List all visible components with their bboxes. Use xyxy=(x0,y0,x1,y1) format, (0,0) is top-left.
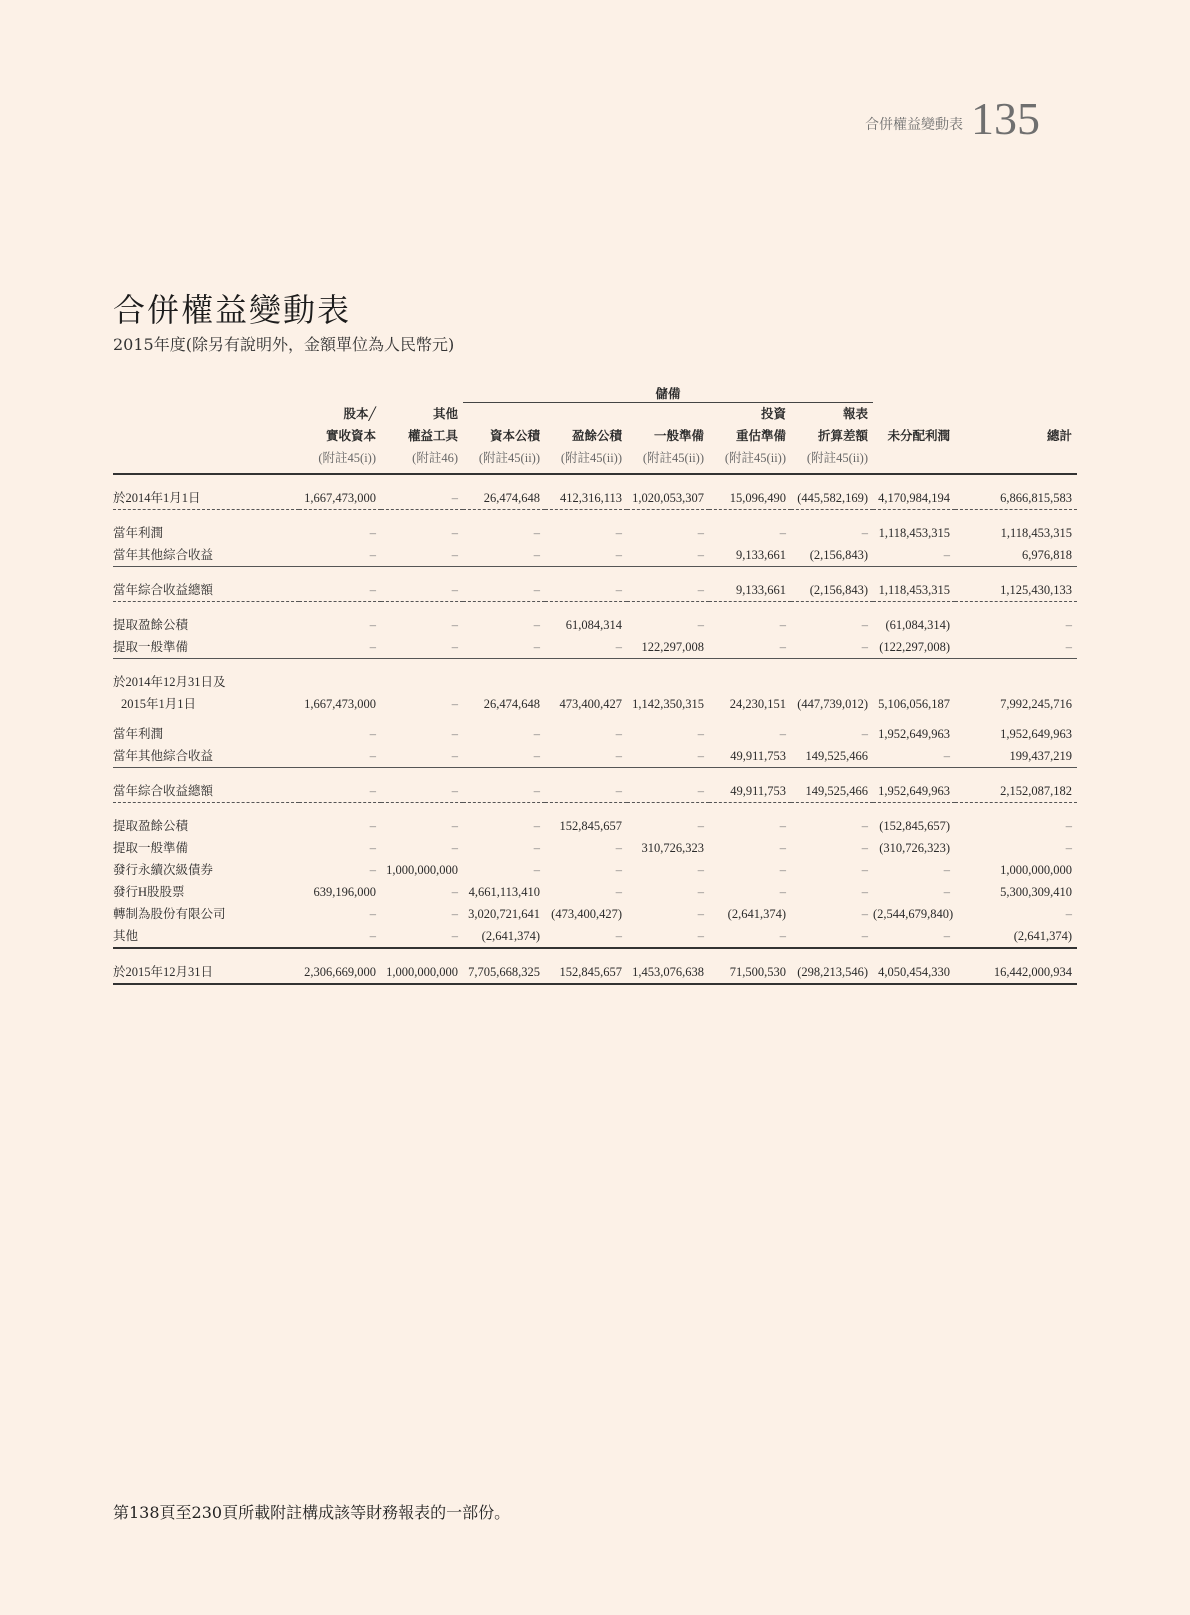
cell-value: – xyxy=(697,727,704,741)
cell-value: – xyxy=(627,544,709,567)
cell-value: (310,726,323) xyxy=(879,841,951,855)
cell-value: – xyxy=(545,636,627,659)
cell-value: – xyxy=(299,925,381,948)
row-label: 轉制為股份有限公司 xyxy=(113,907,226,921)
cell-value: 49,911,753 xyxy=(709,780,791,803)
cell-value: 24,230,151 xyxy=(729,697,786,711)
table-row xyxy=(113,745,1077,768)
table-row xyxy=(113,723,1077,745)
cell-value: 149,525,466 xyxy=(791,745,873,768)
cell-value: – xyxy=(861,841,869,855)
cell-value: – xyxy=(369,618,376,632)
column-header-line2: 資本公積 xyxy=(489,429,540,443)
cell-value: – xyxy=(791,636,873,659)
cell-value: – xyxy=(709,925,791,948)
cell-value: – xyxy=(697,863,704,877)
column-header-note: (附註46) xyxy=(381,447,463,474)
table-row xyxy=(113,780,1077,803)
cell-value: 61,084,314 xyxy=(565,618,622,632)
cell-value: – xyxy=(381,780,463,803)
cell-value: – xyxy=(697,526,704,540)
cell-value: – xyxy=(779,526,786,540)
cell-value: – xyxy=(627,579,709,602)
row-label: 2015年1月1日 xyxy=(121,697,197,711)
cell-value: – xyxy=(451,841,458,855)
table-row xyxy=(113,815,1077,837)
cell-value: (61,084,314) xyxy=(885,618,951,632)
column-header-line2: 盈餘公積 xyxy=(571,429,622,443)
cell-value: 26,474,648 xyxy=(483,697,540,711)
column-header-line1: 報表 xyxy=(843,407,869,421)
row-label: 於2015年12月31日 xyxy=(113,961,299,984)
cell-value: 1,952,649,963 xyxy=(1000,727,1073,741)
cell-value: – xyxy=(381,745,463,768)
column-header-note: (附註45(ii)) xyxy=(709,447,791,474)
cell-value: – xyxy=(381,579,463,602)
cell-value: – xyxy=(779,885,786,899)
cell-value: – xyxy=(463,780,545,803)
cell-value: – xyxy=(779,727,786,741)
cell-value: – xyxy=(1065,819,1073,833)
cell-value: – xyxy=(369,863,376,877)
cell-value: – xyxy=(451,618,458,632)
cell-value xyxy=(955,671,1077,693)
cell-value: – xyxy=(299,780,381,803)
cell-value: (298,213,546) xyxy=(791,961,873,984)
column-header-line1 xyxy=(627,403,709,426)
cell-value: – xyxy=(873,745,955,768)
row-label: 提取盈餘公積 xyxy=(113,819,189,833)
cell-value: 1,952,649,963 xyxy=(878,727,951,741)
row-label: 於2014年12月31日及 xyxy=(113,675,226,689)
cell-value: 1,118,453,315 xyxy=(873,579,955,602)
cell-value: 5,300,309,410 xyxy=(1000,885,1073,899)
cell-value: – xyxy=(955,636,1077,659)
cell-value: 4,661,113,410 xyxy=(468,885,540,899)
cell-value: 9,133,661 xyxy=(709,579,791,602)
table-row xyxy=(113,487,1077,510)
cell-value: – xyxy=(381,925,463,948)
cell-value: 6,866,815,583 xyxy=(955,487,1077,510)
cell-value: 1,453,076,638 xyxy=(627,961,709,984)
equity-statement-table xyxy=(113,380,1077,985)
cell-value: (2,156,843) xyxy=(791,579,873,602)
cell-value: – xyxy=(861,885,869,899)
column-header-line2: 權益工具 xyxy=(407,429,458,443)
column-header-line1 xyxy=(873,403,955,426)
cell-value: (152,845,657) xyxy=(879,819,951,833)
column-header-line2: 一般準備 xyxy=(653,429,704,443)
cell-value: – xyxy=(627,780,709,803)
cell-value: 310,726,323 xyxy=(641,841,704,855)
table-row xyxy=(113,522,1077,544)
cell-value: – xyxy=(533,618,540,632)
cell-value: – xyxy=(697,618,704,632)
cell-value: 49,911,753 xyxy=(709,745,791,768)
row-label: 提取盈餘公積 xyxy=(113,618,189,632)
cell-value: – xyxy=(369,819,376,833)
cell-value: – xyxy=(615,727,622,741)
column-header-line2: 實收資本 xyxy=(325,429,376,443)
cell-value: – xyxy=(369,907,376,921)
cell-value: (2,641,374) xyxy=(727,907,786,921)
cell-value: 152,845,657 xyxy=(559,819,622,833)
cell-value: 5,106,056,187 xyxy=(878,697,951,711)
cell-value: 1,667,473,000 xyxy=(299,487,381,510)
cell-value: – xyxy=(861,727,869,741)
cell-value: 122,297,008 xyxy=(627,636,709,659)
cell-value: – xyxy=(451,819,458,833)
cell-value: – xyxy=(861,526,869,540)
cell-value: (2,156,843) xyxy=(791,544,873,567)
table-row xyxy=(113,881,1077,903)
cell-value: 639,196,000 xyxy=(313,885,376,899)
table-row xyxy=(113,693,1077,715)
cell-value: – xyxy=(463,745,545,768)
cell-value: – xyxy=(451,885,458,899)
column-header-line2: 折算差額 xyxy=(818,429,869,443)
cell-value: – xyxy=(533,526,540,540)
cell-value: (2,641,374) xyxy=(463,925,545,948)
cell-value: – xyxy=(545,544,627,567)
cell-value xyxy=(299,671,381,693)
column-header-line1 xyxy=(545,403,627,426)
cell-value: 1,125,430,133 xyxy=(955,579,1077,602)
column-header-note: (附註45(ii)) xyxy=(791,447,873,474)
column-header-line2: 未分配利潤 xyxy=(887,429,951,443)
column-header-line1 xyxy=(955,403,1077,426)
column-header-note xyxy=(873,447,955,474)
cell-value: 1,118,453,315 xyxy=(1000,526,1073,540)
cell-value: 1,118,453,315 xyxy=(878,526,951,540)
cell-value: – xyxy=(463,579,545,602)
row-label: 提取一般準備 xyxy=(113,841,189,855)
row-label: 當年其他綜合收益 xyxy=(113,745,299,768)
table-row xyxy=(113,925,1077,948)
cell-value: – xyxy=(545,745,627,768)
cell-value: – xyxy=(463,544,545,567)
cell-value: – xyxy=(451,727,458,741)
cell-value: 1,952,649,963 xyxy=(873,780,955,803)
cell-value: – xyxy=(533,863,540,877)
cell-value: (122,297,008) xyxy=(873,636,955,659)
cell-value xyxy=(381,671,463,693)
cell-value xyxy=(791,671,873,693)
cell-value: 2,306,669,000 xyxy=(299,961,381,984)
cell-value: – xyxy=(779,841,786,855)
cell-value: – xyxy=(779,618,786,632)
row-label: 當年綜合收益總額 xyxy=(113,780,299,803)
table-row xyxy=(113,859,1077,881)
cell-value: 26,474,648 xyxy=(463,487,545,510)
cell-value: 1,667,473,000 xyxy=(304,697,376,711)
footnote: 第138頁至230頁所載附註構成該等財務報表的一部份。 xyxy=(113,1503,511,1522)
running-header xyxy=(865,93,1040,144)
cell-value: 1,142,350,315 xyxy=(632,697,704,711)
cell-value: – xyxy=(627,925,709,948)
reserve-group-header: 儲備 xyxy=(463,380,873,403)
cell-value: (2,544,679,840) xyxy=(873,907,954,921)
cell-value: (473,400,427) xyxy=(551,907,622,921)
column-header-line1 xyxy=(463,403,545,426)
table-row xyxy=(113,636,1077,659)
cell-value: – xyxy=(709,636,791,659)
cell-value: – xyxy=(533,841,540,855)
row-label: 當年利潤 xyxy=(113,727,164,741)
cell-value: – xyxy=(779,863,786,877)
cell-value: 2,152,087,182 xyxy=(955,780,1077,803)
cell-value: – xyxy=(779,819,786,833)
cell-value xyxy=(709,671,791,693)
cell-value: 1,000,000,000 xyxy=(1000,863,1073,877)
table-row xyxy=(113,614,1077,636)
cell-value xyxy=(627,671,709,693)
cell-value: 412,316,113 xyxy=(545,487,627,510)
cell-value: – xyxy=(299,745,381,768)
column-header-note xyxy=(955,447,1077,474)
cell-value: – xyxy=(451,697,458,711)
row-label: 發行H股股票 xyxy=(113,885,185,899)
cell-value: – xyxy=(533,819,540,833)
row-label: 於2014年1月1日 xyxy=(113,487,299,510)
cell-value: 199,437,219 xyxy=(955,745,1077,768)
row-label: 發行永續次級債券 xyxy=(113,863,214,877)
cell-value: – xyxy=(1065,618,1073,632)
column-header-note: (附註45(ii)) xyxy=(627,447,709,474)
column-header-line2: 總計 xyxy=(1047,429,1073,443)
cell-value: 7,992,245,716 xyxy=(1000,697,1073,711)
cell-value: – xyxy=(861,907,869,921)
cell-value: – xyxy=(545,925,627,948)
cell-value xyxy=(463,671,545,693)
cell-value: – xyxy=(463,636,545,659)
cell-value: – xyxy=(943,863,951,877)
cell-value: – xyxy=(943,885,951,899)
cell-value: 152,845,657 xyxy=(545,961,627,984)
row-label: 當年其他綜合收益 xyxy=(113,544,299,567)
column-header-line2: 重估準備 xyxy=(735,429,786,443)
cell-value: – xyxy=(299,636,381,659)
table-row xyxy=(113,961,1077,984)
cell-value: – xyxy=(299,544,381,567)
cell-value: – xyxy=(545,579,627,602)
cell-value: – xyxy=(615,863,622,877)
cell-value: – xyxy=(381,636,463,659)
cell-value: – xyxy=(861,618,869,632)
cell-value: – xyxy=(697,907,704,921)
cell-value: 473,400,427 xyxy=(559,697,622,711)
column-header-note: (附註45(ii)) xyxy=(463,447,545,474)
cell-value: 1,000,000,000 xyxy=(386,863,458,877)
cell-value: 3,020,721,641 xyxy=(468,907,540,921)
cell-value: 15,096,490 xyxy=(709,487,791,510)
running-title: 合併權益變動表 xyxy=(865,117,963,133)
cell-value: – xyxy=(1065,841,1073,855)
cell-value: – xyxy=(615,526,622,540)
cell-value: – xyxy=(451,907,458,921)
column-header-line1: 投資 xyxy=(760,407,786,421)
cell-value: 4,050,454,330 xyxy=(873,961,955,984)
table-row xyxy=(113,544,1077,567)
cell-value: 71,500,530 xyxy=(709,961,791,984)
cell-value: – xyxy=(627,745,709,768)
cell-value: – xyxy=(451,526,458,540)
column-header-line1: 股本╱ xyxy=(343,407,376,421)
cell-value: – xyxy=(369,841,376,855)
cell-value: – xyxy=(299,579,381,602)
column-header-note: (附註45(ii)) xyxy=(545,447,627,474)
cell-value: 16,442,000,934 xyxy=(955,961,1077,984)
cell-value: 7,705,668,325 xyxy=(463,961,545,984)
cell-value: – xyxy=(381,487,463,510)
cell-value: – xyxy=(861,819,869,833)
row-label: 其他 xyxy=(113,925,299,948)
page-subtitle: 2015年度(除另有說明外，金額單位為人民幣元) xyxy=(113,335,455,354)
cell-value: – xyxy=(381,544,463,567)
cell-value: 1,020,053,307 xyxy=(627,487,709,510)
cell-value: (2,641,374) xyxy=(955,925,1077,948)
cell-value: (445,582,169) xyxy=(791,487,873,510)
table-row xyxy=(113,903,1077,925)
cell-value: – xyxy=(1065,907,1073,921)
table-row xyxy=(113,579,1077,602)
cell-value: 4,170,984,194 xyxy=(873,487,955,510)
cell-value: – xyxy=(861,863,869,877)
cell-value: 6,976,818 xyxy=(955,544,1077,567)
cell-value: 149,525,466 xyxy=(791,780,873,803)
cell-value: – xyxy=(533,727,540,741)
cell-value: – xyxy=(369,526,376,540)
row-label: 當年利潤 xyxy=(113,526,164,540)
row-label: 提取一般準備 xyxy=(113,636,299,659)
cell-value: – xyxy=(873,544,955,567)
page-title: 合併權益變動表 xyxy=(113,291,352,329)
cell-value: (447,739,012) xyxy=(797,697,869,711)
table-row xyxy=(113,837,1077,859)
row-label: 當年綜合收益總額 xyxy=(113,579,299,602)
cell-value: 9,133,661 xyxy=(709,544,791,567)
cell-value: – xyxy=(615,841,622,855)
cell-value: – xyxy=(615,885,622,899)
column-header-line1: 其他 xyxy=(432,407,458,421)
cell-value: – xyxy=(697,819,704,833)
table-row xyxy=(113,671,1077,693)
cell-value: – xyxy=(369,727,376,741)
cell-value xyxy=(873,671,955,693)
cell-value: – xyxy=(545,780,627,803)
column-header-note: (附註45(i)) xyxy=(299,447,381,474)
cell-value: 1,000,000,000 xyxy=(381,961,463,984)
page-number: 135 xyxy=(971,93,1040,144)
cell-value: – xyxy=(873,925,955,948)
cell-value: – xyxy=(791,925,873,948)
cell-value: – xyxy=(697,885,704,899)
cell-value xyxy=(545,671,627,693)
